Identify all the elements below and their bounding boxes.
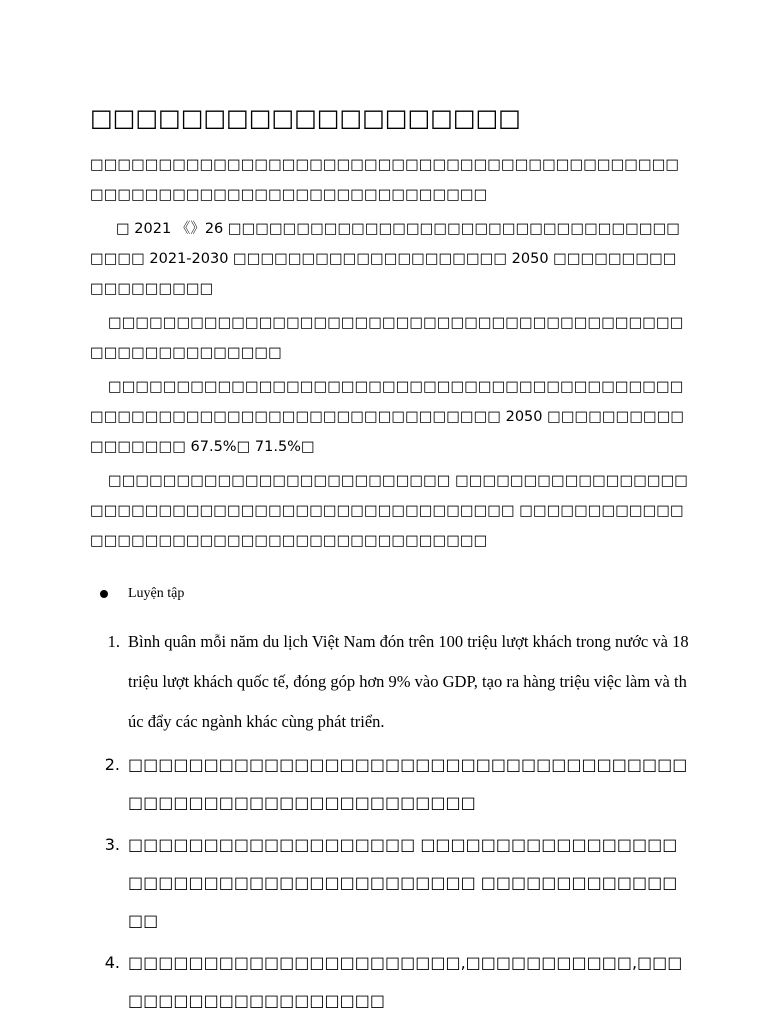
list-item-text: □□□□□□□□□□□□□□□□□□□□□□,□□□□□□□□□□□,□□□□□□□□□□□□□□□□□□□□ [128, 953, 683, 1010]
list-item-text: Bình quân mỗi năm du lịch Việt Nam đón trên 100 triệu lượt khách trong nước và 18 triệu lượt khách quốc tế, đóng góp hơn 9% vào GDP, tạo ra hàng triệu việc làm và thúc đẩy các ngành khác cùng phát triển. [128, 632, 689, 731]
paragraph-intro: □□□□□□□□□□□□□□□□□□□□□□□□□□□□□□□□□□□□□□□□□□□□□□□□□□□□□□□□□□□□□□□□□□□□□□□□ [90, 157, 680, 203]
numbered-list [92, 622, 690, 1020]
list-item-text: □□□□□□□□□□□□□□□□□□□□□□□□□□□□□□□□□□□□□□□□□□□□□□□□□□□□□□□□□□□□ [128, 755, 688, 812]
bullet-label: Luyện tập [128, 586, 185, 601]
document-title: □□□□□□□□□□□□□□□□□□□ [90, 104, 521, 132]
bullet-dot-icon [100, 590, 108, 598]
numbered-item-1 [92, 622, 690, 742]
list-marker: 2. [104, 755, 120, 774]
list-item-text: □□□□□□□□□□□□□□□□□□□ □□□□□□□□□□□□□□□□□□□□□□□□□□□□□□□□□□□□□□□□ □□□□□□□□□□□□□□□ [128, 835, 678, 930]
paragraph-closing: □□□□□□□□□□□□□□□□□□□□□□□□□ □□□□□□□□□□□□□□□□□□□□□□□□□□□□□□□□□□□□□□□□□□□□□□□□ □□□□□□□□□□□□□□□□□□□□□□□□□□□□□□□□□□□□□□□□□ [90, 473, 689, 549]
list-marker: 3. [104, 835, 120, 854]
numbered-item-2 [92, 746, 690, 822]
paragraph-decision: □ 2021 《》26 □□□□□□□□□□□□□□□□□□□□□□□□□□□□□□□□□□□□□ 2021-2030 □□□□□□□□□□□□□□□□□□□□ 2050 □□□□□□□□□□□□□□□□□□ [90, 221, 680, 297]
list-marker: 1. [107, 632, 120, 651]
numbered-item-4 [92, 944, 690, 1020]
paragraph-third: □□□□□□□□□□□□□□□□□□□□□□□□□□□□□□□□□□□□□□□□□□□□□□□□□□□□□□□□ [90, 315, 684, 361]
paragraph-forecast: □□□□□□□□□□□□□□□□□□□□□□□□□□□□□□□□□□□□□□□□□□□□□□□□□□□□□□□□□□□□□□□□□□□□□□□□ 2050 □□□□□□□□□□□□□□□□□ 67.5%□ 71.5%□ [90, 379, 685, 455]
list-marker: 4. [104, 953, 120, 972]
numbered-item-3 [92, 826, 690, 940]
bullet-item-practice [100, 586, 690, 602]
document-body [90, 100, 690, 1024]
